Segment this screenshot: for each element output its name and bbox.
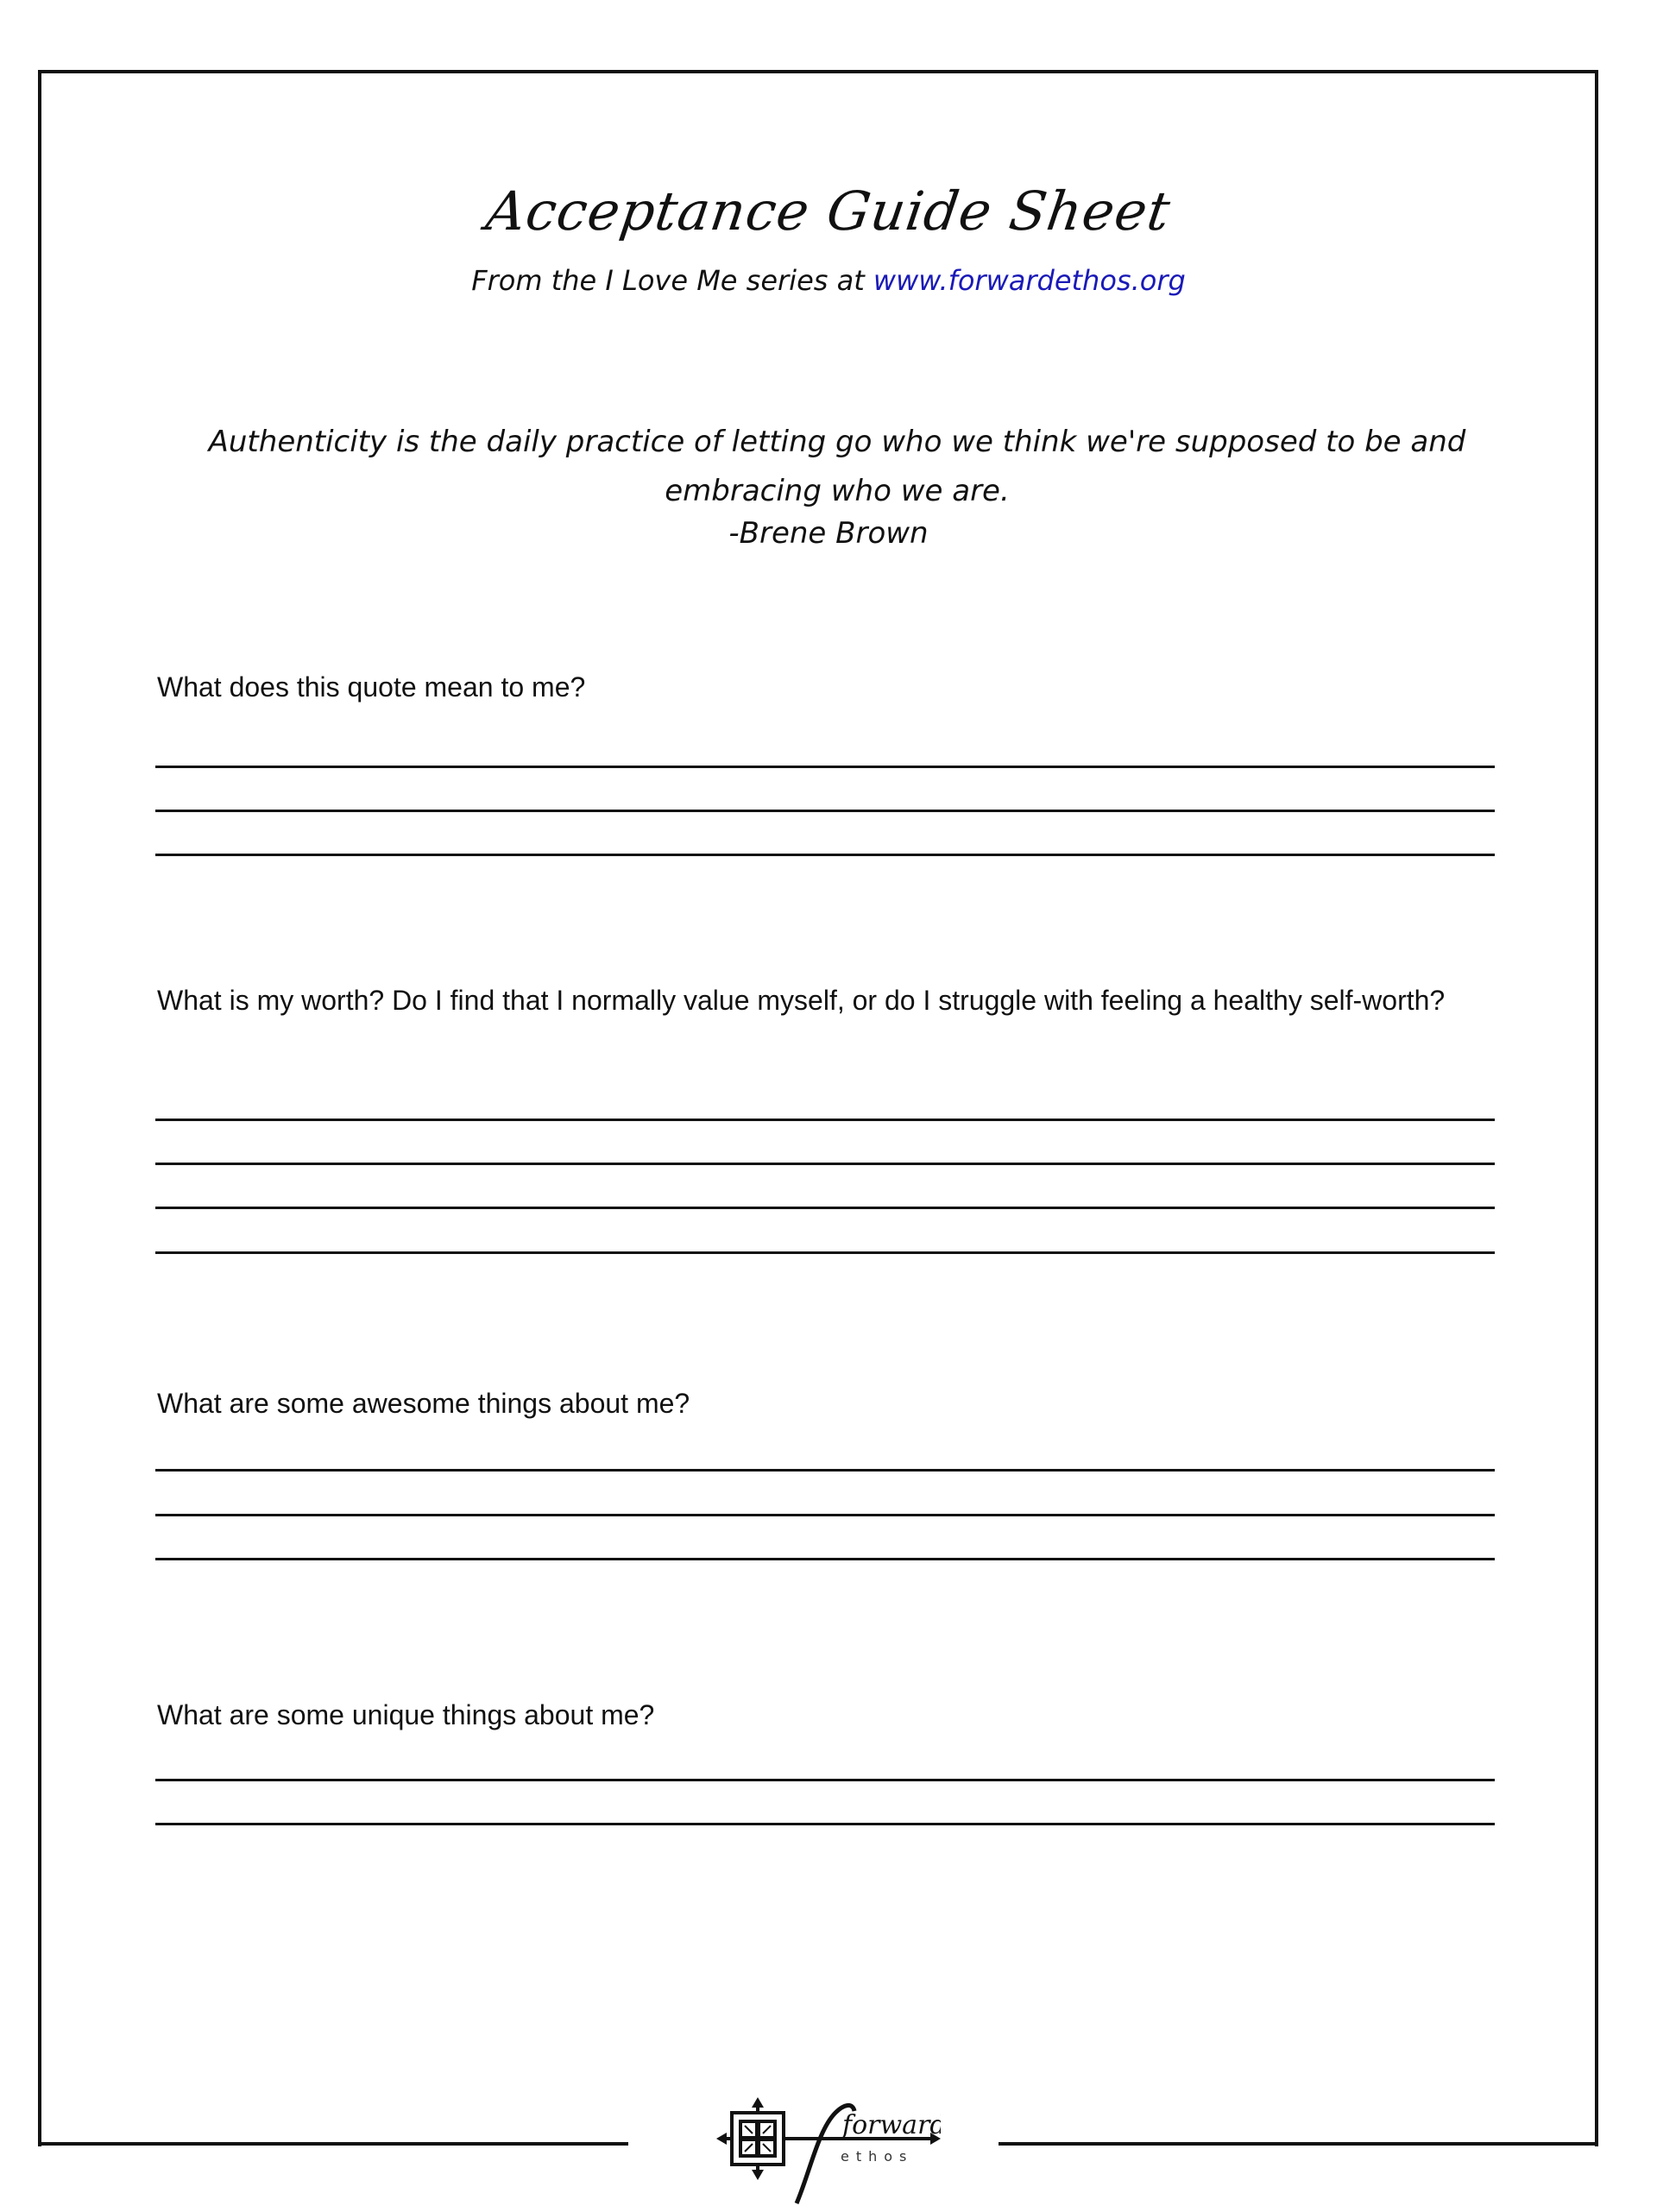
answer-line[interactable] bbox=[155, 1251, 1495, 1254]
question-1: What does this quote mean to me? bbox=[157, 671, 586, 703]
page-border-top bbox=[38, 70, 1598, 73]
subtitle-text: From the I Love Me series at bbox=[471, 264, 873, 297]
answer-line[interactable] bbox=[155, 1558, 1495, 1560]
answer-line[interactable] bbox=[155, 810, 1495, 812]
svg-text:forward: forward bbox=[842, 2110, 941, 2140]
quote-text: Authenticity is the daily practice of letting go who we think we're supposed to be and embracing who we are. bbox=[208, 425, 1466, 508]
answer-line[interactable] bbox=[155, 1207, 1495, 1209]
compass-square-icon bbox=[715, 2095, 941, 2208]
page-border-left bbox=[38, 70, 41, 2146]
quote-author: -Brene Brown bbox=[728, 516, 929, 551]
page-title: Acceptance Guide Sheet bbox=[482, 180, 1175, 243]
answer-line[interactable] bbox=[155, 1469, 1495, 1472]
answer-line[interactable] bbox=[155, 1163, 1495, 1165]
forward-ethos-logo bbox=[715, 2095, 941, 2208]
page-border-right bbox=[1595, 70, 1598, 2146]
question-3: What are some awesome things about me? bbox=[157, 1388, 690, 1419]
question-2: What is my worth? Do I find that I normally value myself, or do I struggle with feeling a healthy self-worth? bbox=[157, 985, 1446, 1016]
page-border-bottom-left bbox=[38, 2142, 628, 2146]
answer-line[interactable] bbox=[155, 766, 1495, 768]
page-border-bottom-right bbox=[999, 2142, 1598, 2146]
svg-text:ethos: ethos bbox=[841, 2148, 914, 2165]
website-link[interactable]: www.forwardethos.org bbox=[873, 264, 1186, 297]
page-subtitle bbox=[0, 264, 1657, 297]
answer-line[interactable] bbox=[155, 1119, 1495, 1121]
answer-line[interactable] bbox=[155, 854, 1495, 856]
answer-line[interactable] bbox=[155, 1823, 1495, 1825]
answer-line[interactable] bbox=[155, 1514, 1495, 1516]
question-4: What are some unique things about me? bbox=[157, 1699, 655, 1730]
answer-line[interactable] bbox=[155, 1779, 1495, 1781]
